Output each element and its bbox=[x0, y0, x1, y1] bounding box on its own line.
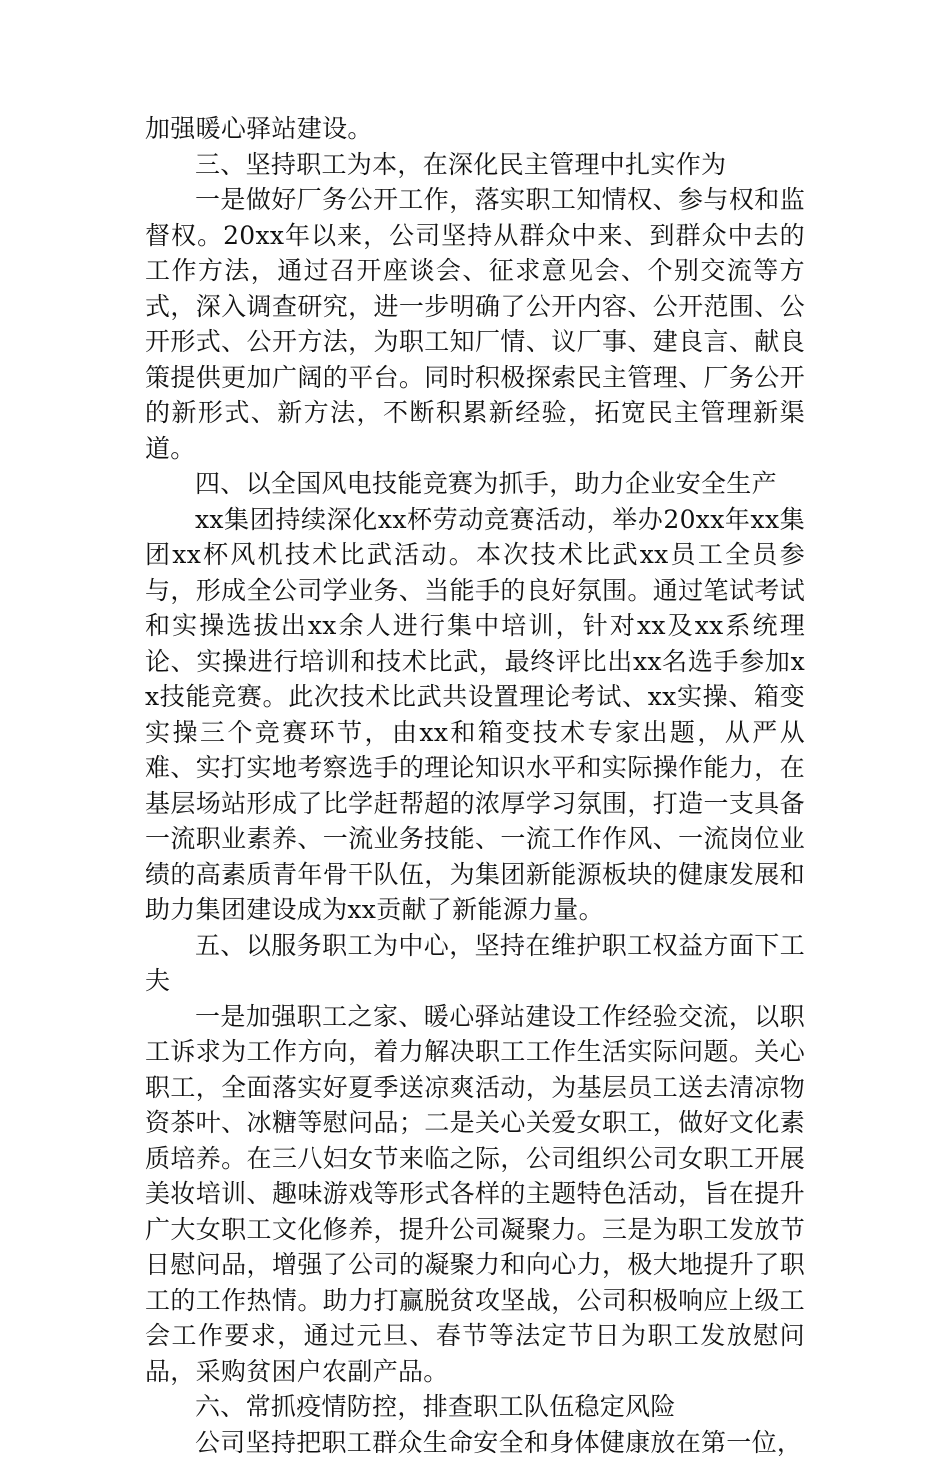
paragraph-continuation: 加强暖心驿站建设。 bbox=[145, 111, 805, 147]
paragraph-factory-affairs: 一是做好厂务公开工作，落实职工知情权、参与权和监督权。20xx年以来，公司坚持从群众中来、到群众中去的工作方法，通过召开座谈会、征求意见会、个别交流等方式，深入调查研究，进一步明确了公开内容、公开范围、公开形式、公开方法，为职工知厂情、议厂事、建良言、献良策提供更加广阔的平台。同时积极探索民主管理、厂务公开的新形式、新方法，不断积累新经验，拓宽民主管理新渠道。 bbox=[145, 182, 805, 466]
section-heading-5: 五、以服务职工为中心，坚持在维护职工权益方面下工夫 bbox=[145, 928, 805, 999]
paragraph-skills-competition: xx集团持续深化xx杯劳动竞赛活动，举办20xx年xx集团xx杯风机技术比武活动。本次技术比武xx员工全员参与，形成全公司学业务、当能手的良好氛围。通过笔试考试和实操选拔出xx余人进行集中培训，针对xx及xx系统理论、实操进行培训和技术比武，最终评比出xx名选手参加xx技能竞赛。此次技术比武共设置理论考试、xx实操、箱变实操三个竞赛环节，由xx和箱变技术专家出题，从严从难、实打实地考察选手的理论知识水平和实际操作能力，在基层场站形成了比学赶帮超的浓厚学习氛围，打造一支具备一流职业素养、一流业务技能、一流工作作风、一流岗位业绩的高素质青年骨干队伍，为集团新能源板块的健康发展和助力集团建设成为xx贡献了新能源力量。 bbox=[145, 502, 805, 928]
paragraph-epidemic-control: 公司坚持把职工群众生命安全和身体健康放在第一位， bbox=[145, 1425, 805, 1460]
document-page bbox=[145, 111, 805, 1460]
section-heading-4: 四、以全国风电技能竞赛为抓手，助力企业安全生产 bbox=[145, 466, 805, 502]
paragraph-employee-service: 一是加强职工之家、暖心驿站建设工作经验交流，以职工诉求为工作方向，着力解决职工工作生活实际问题。关心职工，全面落实好夏季送凉爽活动，为基层员工送去清凉物资茶叶、冰糖等慰问品；二是关心关爱女职工，做好文化素质培养。在三八妇女节来临之际，公司组织公司女职工开展美妆培训、趣味游戏等形式各样的主题特色活动，旨在提升广大女职工文化修养，提升公司凝聚力。三是为职工发放节日慰问品，增强了公司的凝聚力和向心力，极大地提升了职工的工作热情。助力打赢脱贫攻坚战，公司积极响应上级工会工作要求，通过元旦、春节等法定节日为职工发放慰问品，采购贫困户农副产品。 bbox=[145, 999, 805, 1390]
section-heading-3: 三、坚持职工为本，在深化民主管理中扎实作为 bbox=[145, 147, 805, 183]
section-heading-6: 六、常抓疫情防控，排查职工队伍稳定风险 bbox=[145, 1389, 805, 1425]
